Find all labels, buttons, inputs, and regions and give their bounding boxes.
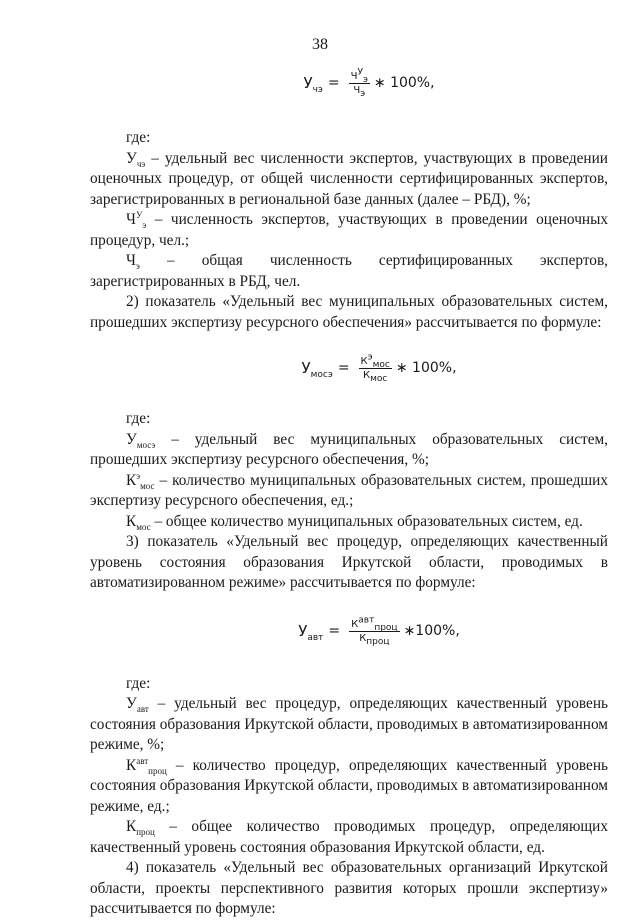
formula-lhs: $У_{авт}$: [298, 622, 324, 644]
definition-experts-share: $У_{чэ}$ – удельный вес численности экспертов, участвующих в проведении оценочных процедур, от общей численности сертифицированных экспертов, зарегистрированных в региональной базе данных (далее – РБД), %;: [90, 149, 608, 208]
definition-experts-total: $Ч_э$ – общая численность сертифицированных экспертов,: [126, 252, 608, 272]
formula-multiplier: ∗100%,: [403, 623, 460, 640]
definition-automated-share: $У_{авт}$ – удельный вес процедур, определяющих качественный уровень состояния образования Иркутской области, проводимых в автоматизированном режиме, %;: [90, 695, 608, 753]
formula-lhs: $У_{мосэ}$: [301, 358, 333, 380]
page-number: 38: [312, 36, 328, 53]
formula-equals: =: [337, 359, 350, 376]
formula-multiplier: ∗ 100%,: [373, 74, 435, 91]
formula-lhs: $У_{чэ}$: [303, 73, 323, 95]
definition-municipal-count: $К^э_{мос}$ – количество муниципальных образовательных систем, прошедших экспертизу ресурсного обеспечения, ед.;: [90, 470, 608, 509]
formula-equals: =: [327, 74, 340, 91]
formula-multiplier: ∗ 100%,: [395, 359, 457, 376]
formula-municipal-systems-share: [150, 337, 608, 399]
definition-experts-total-cont: зарегистрированных в РБД, чел.: [90, 272, 301, 290]
formula-fraction: $\frac{Ч^У_э}{Ч_э}$: [350, 67, 368, 99]
definition-municipal-share: $У_{мосэ}$ – удельный вес муниципальных образовательных систем, прошедших экспертизу ресурсного обеспечения, %;: [90, 430, 608, 468]
document-body: [90, 56, 608, 920]
definition-municipal-total: $К_{мос}$ – общее количество муниципальных образовательных систем, ед.: [126, 512, 583, 532]
definition-procedures-total: $К_{проц}$ – общее количество проводимых процедур, определяющих качественный уровень состояния образования Иркутской области, ед.: [90, 818, 608, 856]
formula-equals: =: [328, 623, 341, 640]
formula-fraction: $\frac{К^э_{мос}}{К_{мос}}$: [360, 352, 390, 384]
item-4-text: 4) показатель «Удельный вес образовательных организаций Иркутской области, проекты перспективного развития которых прошли экспертизу» рассчитывается по формуле:: [90, 859, 608, 917]
formula-fraction: $\frac{К^{авт}_{проц}}{К_{проц}}$: [351, 615, 398, 647]
item-2-text: 2) показатель «Удельный вес муниципальных образовательных систем, прошедших экспертизу ресурсного обеспечения» рассчитывается по формуле:: [90, 293, 608, 331]
where-label: где:: [126, 129, 151, 146]
definition-experts-count: $Ч^У_э$ – численность экспертов, участвующих в проведении оценочных процедур, чел.;: [90, 209, 608, 249]
where-label: где:: [126, 410, 151, 427]
item-3-text: 3) показатель «Удельный вес процедур, определяющих качественный уровень состояния образования Иркутской области, проводимых в автоматизированном режиме» рассчитывается по формуле:: [90, 533, 608, 591]
where-label: где:: [126, 674, 151, 692]
formula-experts-share: [130, 56, 608, 110]
definition-automated-count: $К^{авт}_{проц}$ – количество процедур, определяющих качественный уровень состояния образования Иркутской области, проводимых в автоматизированном режиме, ед.;: [90, 755, 608, 815]
formula-automated-procedures-share: [150, 600, 608, 664]
